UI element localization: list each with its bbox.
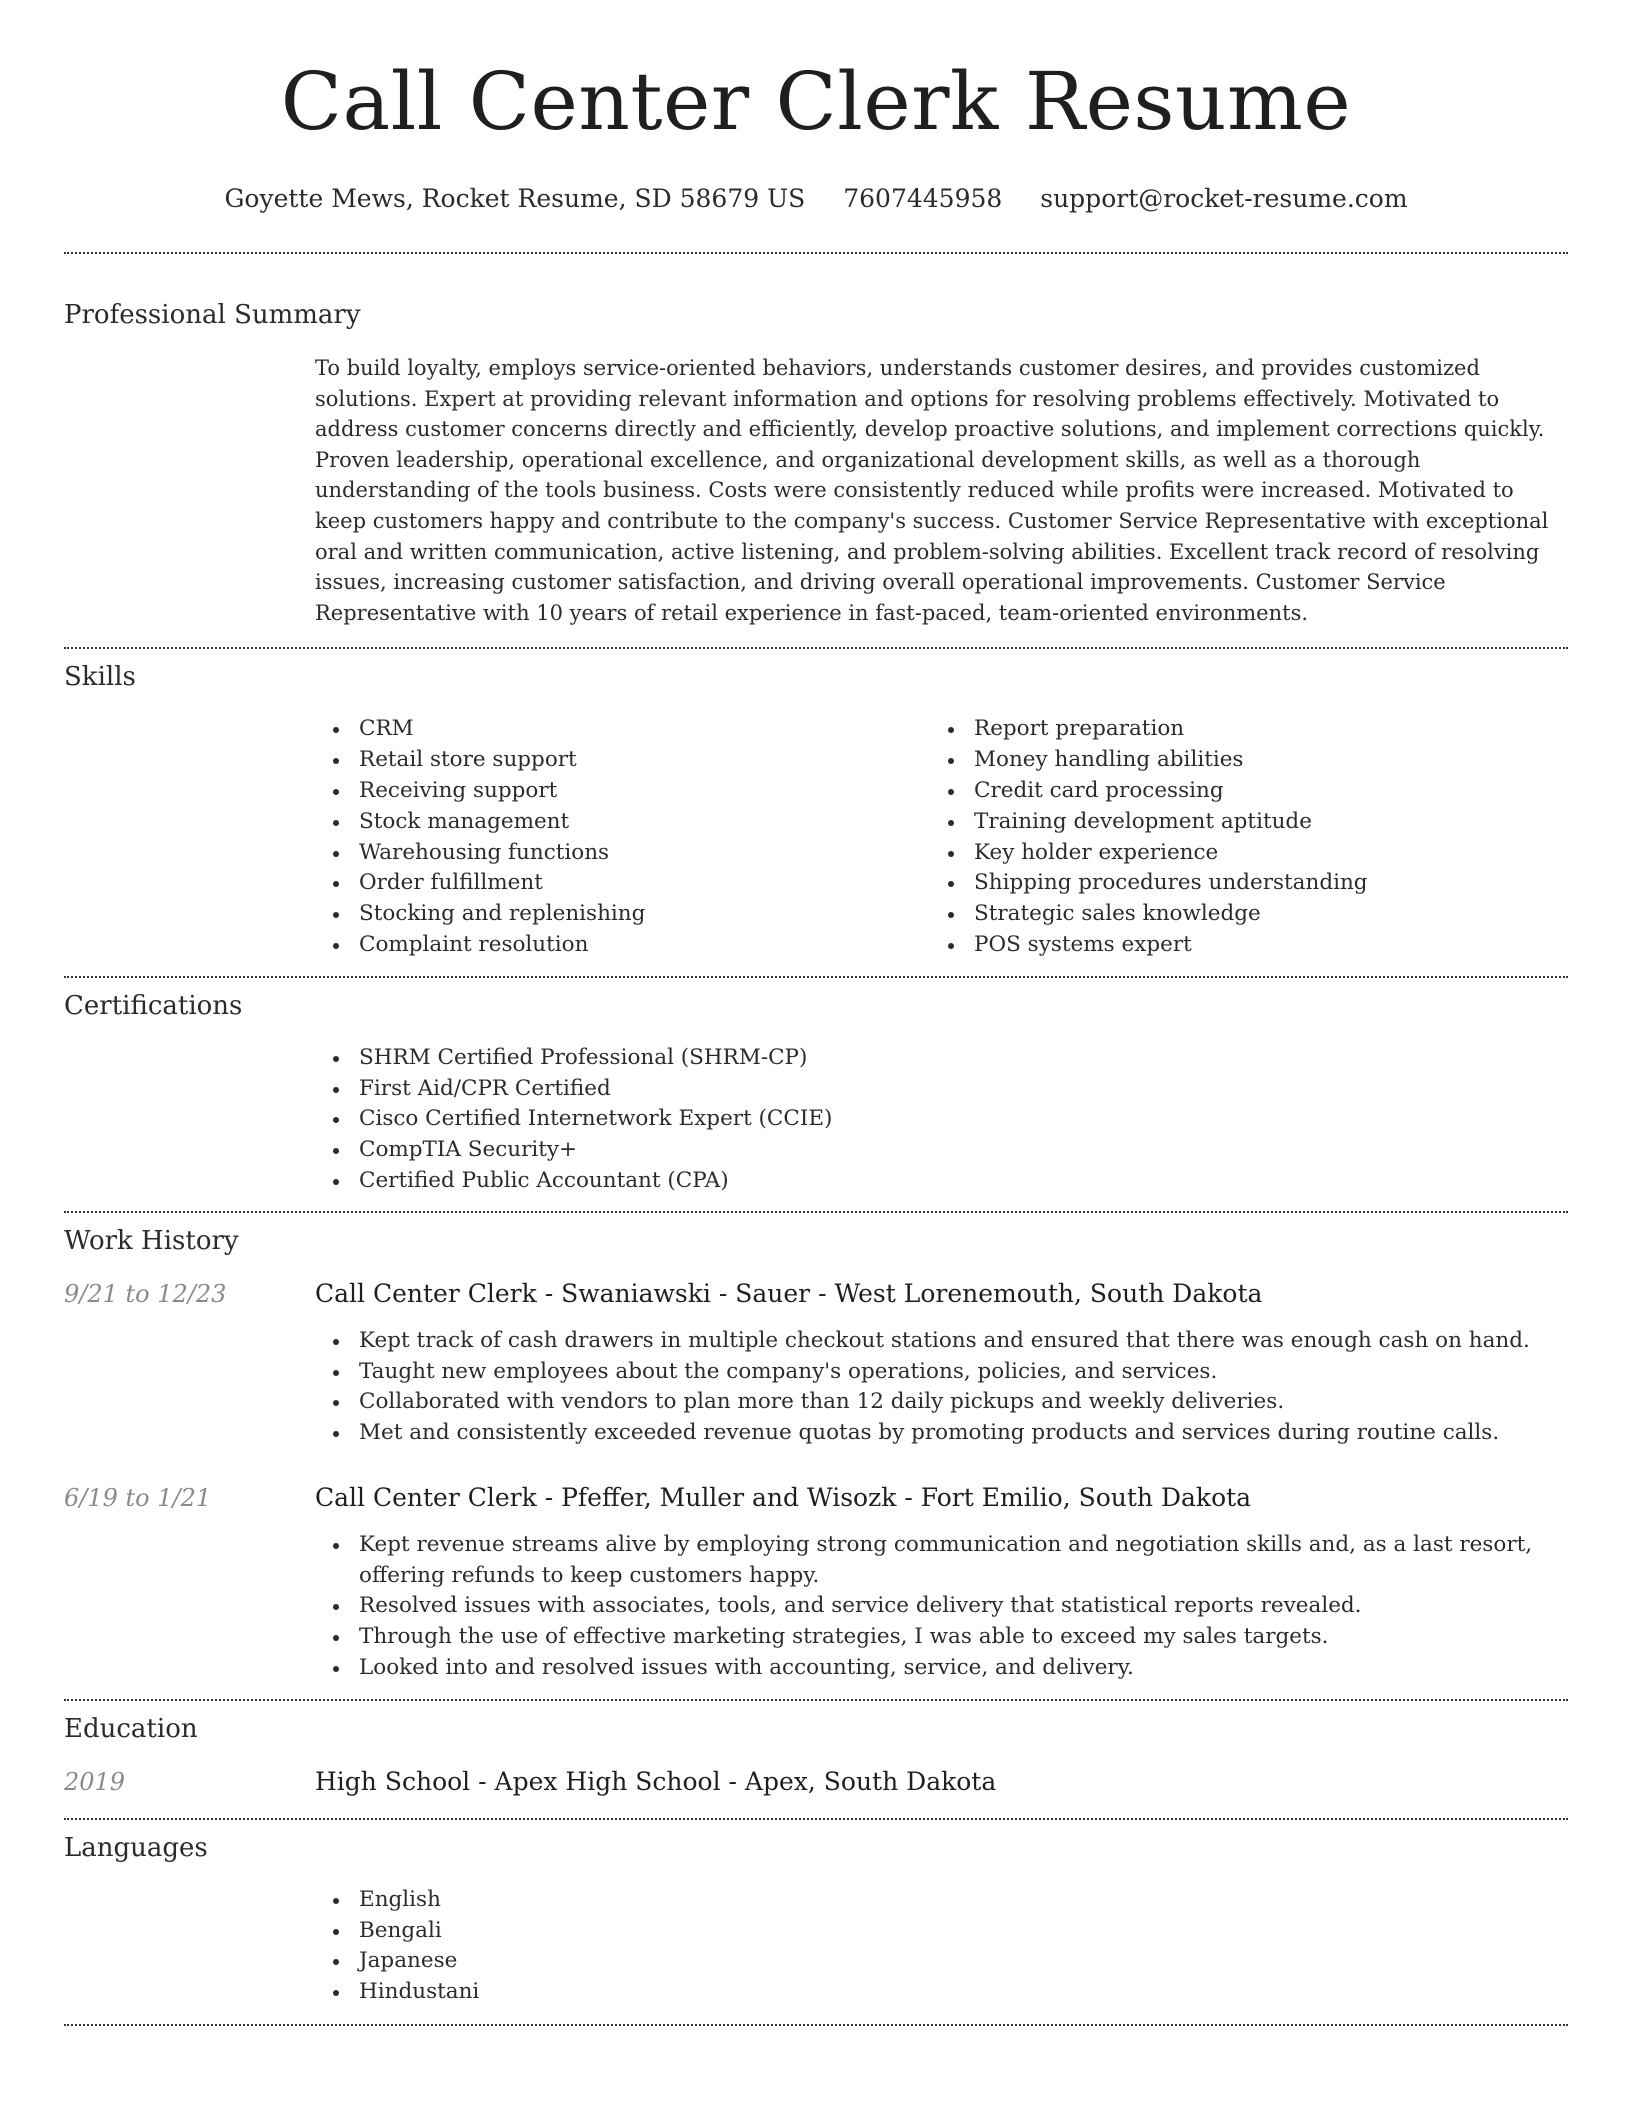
list-item: Order fulfillment: [315, 868, 930, 899]
contact-email: support@rocket-resume.com: [1040, 184, 1408, 213]
list-item: First Aid/CPR Certified: [315, 1074, 1568, 1105]
list-item: Stocking and replenishing: [315, 899, 930, 930]
divider: [64, 252, 1568, 254]
contact-phone: 7607445958: [843, 184, 1003, 213]
list-item: Cisco Certified Internetwork Expert (CCIE): [315, 1104, 1568, 1135]
list-item: Retail store support: [315, 745, 930, 776]
section-heading: Skills: [64, 662, 136, 693]
job-bullets: [315, 1530, 1568, 1684]
list-item: SHRM Certified Professional (SHRM-CP): [315, 1043, 1568, 1074]
list-item: Kept revenue streams alive by employing strong communication and negotiation skills and, as a last resort, offering refunds to keep customers happy.: [315, 1530, 1568, 1592]
contact-line: [64, 182, 1568, 216]
list-item: Through the use of effective marketing strategies, I was able to exceed my sales targets.: [315, 1622, 1568, 1653]
section-languages: [64, 1831, 1568, 2008]
list-item: CRM: [315, 714, 930, 745]
list-item: Met and consistently exceeded revenue quotas by promoting products and services during routine calls.: [315, 1418, 1568, 1449]
list-item: Japanese: [315, 1946, 1568, 1977]
list-item: Certified Public Accountant (CPA): [315, 1166, 1568, 1197]
languages-list: [315, 1885, 1568, 2008]
section-heading: Work History: [64, 1225, 239, 1256]
job-title: Call Center Clerk - Swaniawski - Sauer - West Lorenemouth, South Dakota: [315, 1278, 1263, 1308]
divider: [64, 1211, 1568, 1213]
section-work-history: [64, 1224, 1568, 1684]
section-professional-summary: [64, 298, 1568, 628]
list-item: Warehousing functions: [315, 838, 930, 869]
divider: [64, 2024, 1568, 2026]
skills-list-left: [315, 714, 930, 960]
resume-title: Call Center Clerk Resume: [280, 55, 1352, 148]
list-item: Taught new employees about the company's operations, policies, and services.: [315, 1357, 1568, 1388]
job-entry: [64, 1481, 1568, 1684]
divider: [64, 976, 1568, 978]
section-heading: Education: [64, 1713, 198, 1744]
education-date: 2019: [64, 1767, 126, 1796]
list-item: Bengali: [315, 1916, 1568, 1947]
job-date: 9/21 to 12/23: [64, 1279, 227, 1308]
list-item: Hindustani: [315, 1977, 1568, 2008]
list-item: Stock management: [315, 807, 930, 838]
list-item: Shipping procedures understanding: [930, 868, 1545, 899]
section-education: [64, 1712, 1568, 1799]
job-header: [64, 1481, 1568, 1515]
list-item: Report preparation: [930, 714, 1545, 745]
section-heading: Languages: [64, 1832, 208, 1863]
list-item: Training development aptitude: [930, 807, 1545, 838]
list-item: POS systems expert: [930, 930, 1545, 961]
certifications-list: [315, 1043, 1568, 1197]
job-date: 6/19 to 1/21: [64, 1483, 212, 1512]
list-item: English: [315, 1885, 1568, 1916]
list-item: CompTIA Security+: [315, 1135, 1568, 1166]
divider: [64, 1699, 1568, 1701]
section-skills: [64, 660, 1568, 960]
list-item: Looked into and resolved issues with accounting, service, and delivery.: [315, 1653, 1568, 1684]
list-item: Key holder experience: [930, 838, 1545, 869]
list-item: Receiving support: [315, 776, 930, 807]
section-certifications: [64, 989, 1568, 1197]
job-title: Call Center Clerk - Pfeffer, Muller and Wisozk - Fort Emilio, South Dakota: [315, 1482, 1252, 1512]
list-item: Resolved issues with associates, tools, and service delivery that statistical reports revealed.: [315, 1591, 1568, 1622]
list-item: Complaint resolution: [315, 930, 930, 961]
divider: [64, 1818, 1568, 1820]
list-item: Strategic sales knowledge: [930, 899, 1545, 930]
section-heading: Certifications: [64, 990, 243, 1021]
list-item: Money handling abilities: [930, 745, 1545, 776]
list-item: Kept track of cash drawers in multiple checkout stations and ensured that there was enough cash on hand.: [315, 1326, 1568, 1357]
summary-text: To build loyalty, employs service-oriented behaviors, understands customer desires, and provides customized solutions. Expert at providing relevant information and options for resolving problems effectively. Motivated to address customer concerns directly and efficiently, develop proactive solutions, and implement corrections quickly. Proven leadership, operational excellence, and organizational development skills, as well as a thorough understanding of the tools business. Costs were consistently reduced while profits were increased. Motivated to keep customers happy and contribute to the company's success. Customer Service Representative with exceptional oral and written communication, active listening, and problem-solving abilities. Excellent track record of resolving issues, increasing customer satisfaction, and driving overall operational improvements. Customer Service Representative with 10 years of retail experience in fast-paced, team-oriented environments.: [315, 356, 1549, 625]
resume-page: [64, 0, 1568, 2026]
divider: [64, 647, 1568, 649]
education-entry: [64, 1765, 1568, 1799]
skills-columns: [315, 714, 1568, 960]
education-title: High School - Apex High School - Apex, South Dakota: [315, 1766, 997, 1796]
section-heading: Professional Summary: [64, 300, 361, 330]
list-item: Credit card processing: [930, 776, 1545, 807]
list-item: Collaborated with vendors to plan more than 12 daily pickups and weekly deliveries.: [315, 1387, 1568, 1418]
skills-list-right: [930, 714, 1545, 960]
job-bullets: [315, 1326, 1568, 1449]
job-entry: [64, 1277, 1568, 1449]
job-header: [64, 1277, 1568, 1311]
contact-address: Goyette Mews, Rocket Resume, SD 58679 US: [224, 184, 806, 213]
